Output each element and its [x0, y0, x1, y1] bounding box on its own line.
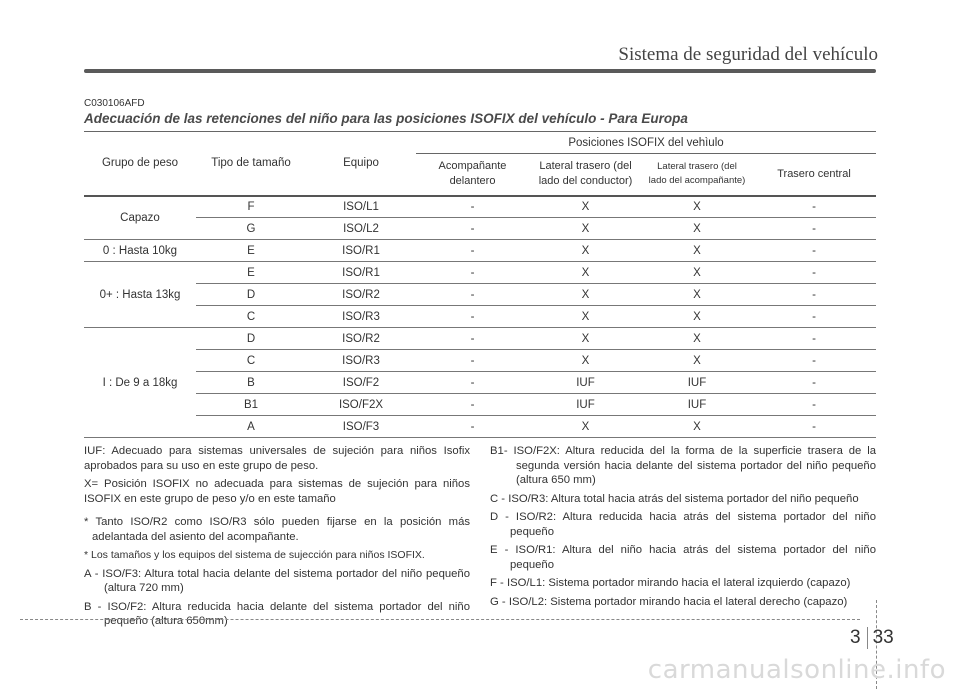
table-cell: - — [752, 240, 876, 262]
table-cell: X — [642, 196, 752, 218]
note-c: C - ISO/R3: Altura total hacia atrás del sistema portador del niño pequeño — [490, 492, 859, 505]
header-rear-passenger-side: Lateral trasero (del lado del acompañante) — [642, 154, 752, 196]
header-size-type: Tipo de tamaño — [196, 132, 306, 196]
table-cell: ISO/R2 — [306, 328, 416, 350]
page-number-value: 33 — [872, 627, 894, 648]
table-cell: - — [416, 196, 529, 218]
table-cell: ISO/L1 — [306, 196, 416, 218]
table-cell: B1 — [196, 394, 306, 416]
section-title: Adecuación de las retenciones del niño para las posiciones ISOFIX del vehículo - Para Europa — [84, 111, 688, 126]
table-cell: A — [196, 416, 306, 438]
table-cell: X — [642, 350, 752, 372]
table-cell: E — [196, 262, 306, 284]
footer-dashed-rule — [20, 619, 860, 620]
table-cell: - — [416, 328, 529, 350]
header-rule — [84, 69, 876, 73]
table-cell: - — [752, 306, 876, 328]
table-cell: - — [752, 328, 876, 350]
table-cell: D — [196, 328, 306, 350]
table-cell: - — [752, 196, 876, 218]
table-cell: ISO/L2 — [306, 218, 416, 240]
note-a: A - ISO/F3: Altura total hacia delante del sistema portador del niño pequeño (altura 720 mm) — [84, 567, 470, 594]
table-row — [84, 218, 876, 240]
note-d: D - ISO/R2: Altura reducida hacia atrás del sistema portador del niño pequeño — [490, 511, 876, 538]
note-x: X= Posición ISOFIX no adecuada para sistemas de sujeción para niños ISOFIX en este grupo de peso y/o en este tamaño — [84, 478, 470, 505]
table-cell: X — [529, 328, 642, 350]
table-cell: X — [642, 284, 752, 306]
table-cell: ISO/F2 — [306, 372, 416, 394]
isofix-table — [84, 131, 876, 438]
weight-group-cell: Capazo — [84, 196, 196, 240]
note-star1: * Tanto ISO/R2 como ISO/R3 sólo pueden fijarse en la posición más adelantada del asiento del acompañante. — [84, 516, 470, 543]
table-cell: X — [642, 416, 752, 438]
table-cell: C — [196, 350, 306, 372]
table-cell: - — [752, 350, 876, 372]
table-row — [84, 262, 876, 284]
table-cell: - — [752, 262, 876, 284]
note-f: F - ISO/L1: Sistema portador mirando hacia el lateral izquierdo (capazo) — [490, 577, 851, 589]
table-cell: - — [416, 262, 529, 284]
table-row — [84, 284, 876, 306]
table-cell: - — [752, 394, 876, 416]
table-cell: ISO/R1 — [306, 262, 416, 284]
note-g: G - ISO/L2: Sistema portador mirando hacia el lateral derecho (capazo) — [490, 595, 848, 608]
header-front-passenger: Acompañante delantero — [416, 154, 529, 196]
table-row — [84, 306, 876, 328]
header-rear-center: Trasero central — [752, 154, 876, 196]
table-cell: - — [416, 350, 529, 372]
table-row — [84, 372, 876, 394]
header-isofix-positions: Posiciones ISOFIX del vehìulo — [416, 132, 876, 154]
header-rear-driver-side: Lateral trasero (del lado del conductor) — [529, 154, 642, 196]
table-cell: ISO/R2 — [306, 284, 416, 306]
table-cell: B — [196, 372, 306, 394]
table-cell: - — [416, 218, 529, 240]
table-row — [84, 416, 876, 438]
page-number — [850, 627, 894, 649]
table-row — [84, 394, 876, 416]
note-b: B - ISO/F2: Altura reducida hacia delante del sistema portador del niño pequeño (altura 650mm) — [84, 600, 470, 627]
table-cell: X — [529, 306, 642, 328]
table-cell: ISO/F3 — [306, 416, 416, 438]
watermark: carmanualsonline.info — [647, 655, 946, 685]
table-cell: C — [196, 306, 306, 328]
table-cell: ISO/R1 — [306, 240, 416, 262]
table-cell: IUF — [529, 372, 642, 394]
table-cell: X — [529, 416, 642, 438]
notes-left — [84, 444, 470, 633]
chapter-number: 3 — [850, 627, 868, 649]
header-title: Sistema de seguridad del vehículo — [618, 44, 878, 65]
section-code: C030106AFD — [84, 98, 145, 109]
notes-right — [490, 444, 876, 613]
table-cell: - — [752, 284, 876, 306]
table-cell: - — [416, 240, 529, 262]
table-cell: - — [416, 416, 529, 438]
note-b1: B1- ISO/F2X: Altura reducida del la forma de la superficie trasera de la segunda versión hacia delante del sistema portador del niño pequeño (altura 650 mm) — [490, 445, 876, 486]
table-cell: X — [529, 240, 642, 262]
table-cell: X — [642, 328, 752, 350]
table-row — [84, 196, 876, 218]
table-row — [84, 350, 876, 372]
table-cell: IUF — [529, 394, 642, 416]
table-cell: X — [642, 218, 752, 240]
table-cell: X — [529, 262, 642, 284]
table-cell: X — [529, 284, 642, 306]
table-cell: X — [529, 218, 642, 240]
table-row — [84, 240, 876, 262]
table-cell: E — [196, 240, 306, 262]
table-cell: G — [196, 218, 306, 240]
table-cell: - — [416, 372, 529, 394]
table-cell: IUF — [642, 394, 752, 416]
table-cell: X — [642, 240, 752, 262]
note-e: E - ISO/R1: Altura del niño hacia atrás del sistema portador del niño pequeño — [490, 544, 876, 571]
table-cell: - — [752, 372, 876, 394]
table-cell: X — [529, 196, 642, 218]
table-cell: - — [752, 218, 876, 240]
table-cell: ISO/F2X — [306, 394, 416, 416]
note-star2: * Los tamaños y los equipos del sistema de sujección para niños ISOFIX. — [84, 549, 425, 561]
table-row — [84, 328, 876, 350]
table-cell: X — [529, 350, 642, 372]
table-cell: X — [642, 306, 752, 328]
table-cell: - — [416, 394, 529, 416]
table-cell: F — [196, 196, 306, 218]
table-cell: ISO/R3 — [306, 306, 416, 328]
table-cell: D — [196, 284, 306, 306]
table-cell: ISO/R3 — [306, 350, 416, 372]
note-iuf: IUF: Adecuado para sistemas universales de sujeción para niños Isofix aprobados para su uso en este grupo de peso. — [84, 445, 470, 472]
weight-group-cell: I : De 9 a 18kg — [84, 328, 196, 438]
header-equipment: Equipo — [306, 132, 416, 196]
weight-group-cell: 0+ : Hasta 13kg — [84, 262, 196, 328]
table-cell: - — [752, 416, 876, 438]
header-weight-group: Grupo de peso — [84, 132, 196, 196]
table-cell: - — [416, 284, 529, 306]
weight-group-cell: 0 : Hasta 10kg — [84, 240, 196, 262]
table-cell: IUF — [642, 372, 752, 394]
table-cell: - — [416, 306, 529, 328]
table-cell: X — [642, 262, 752, 284]
